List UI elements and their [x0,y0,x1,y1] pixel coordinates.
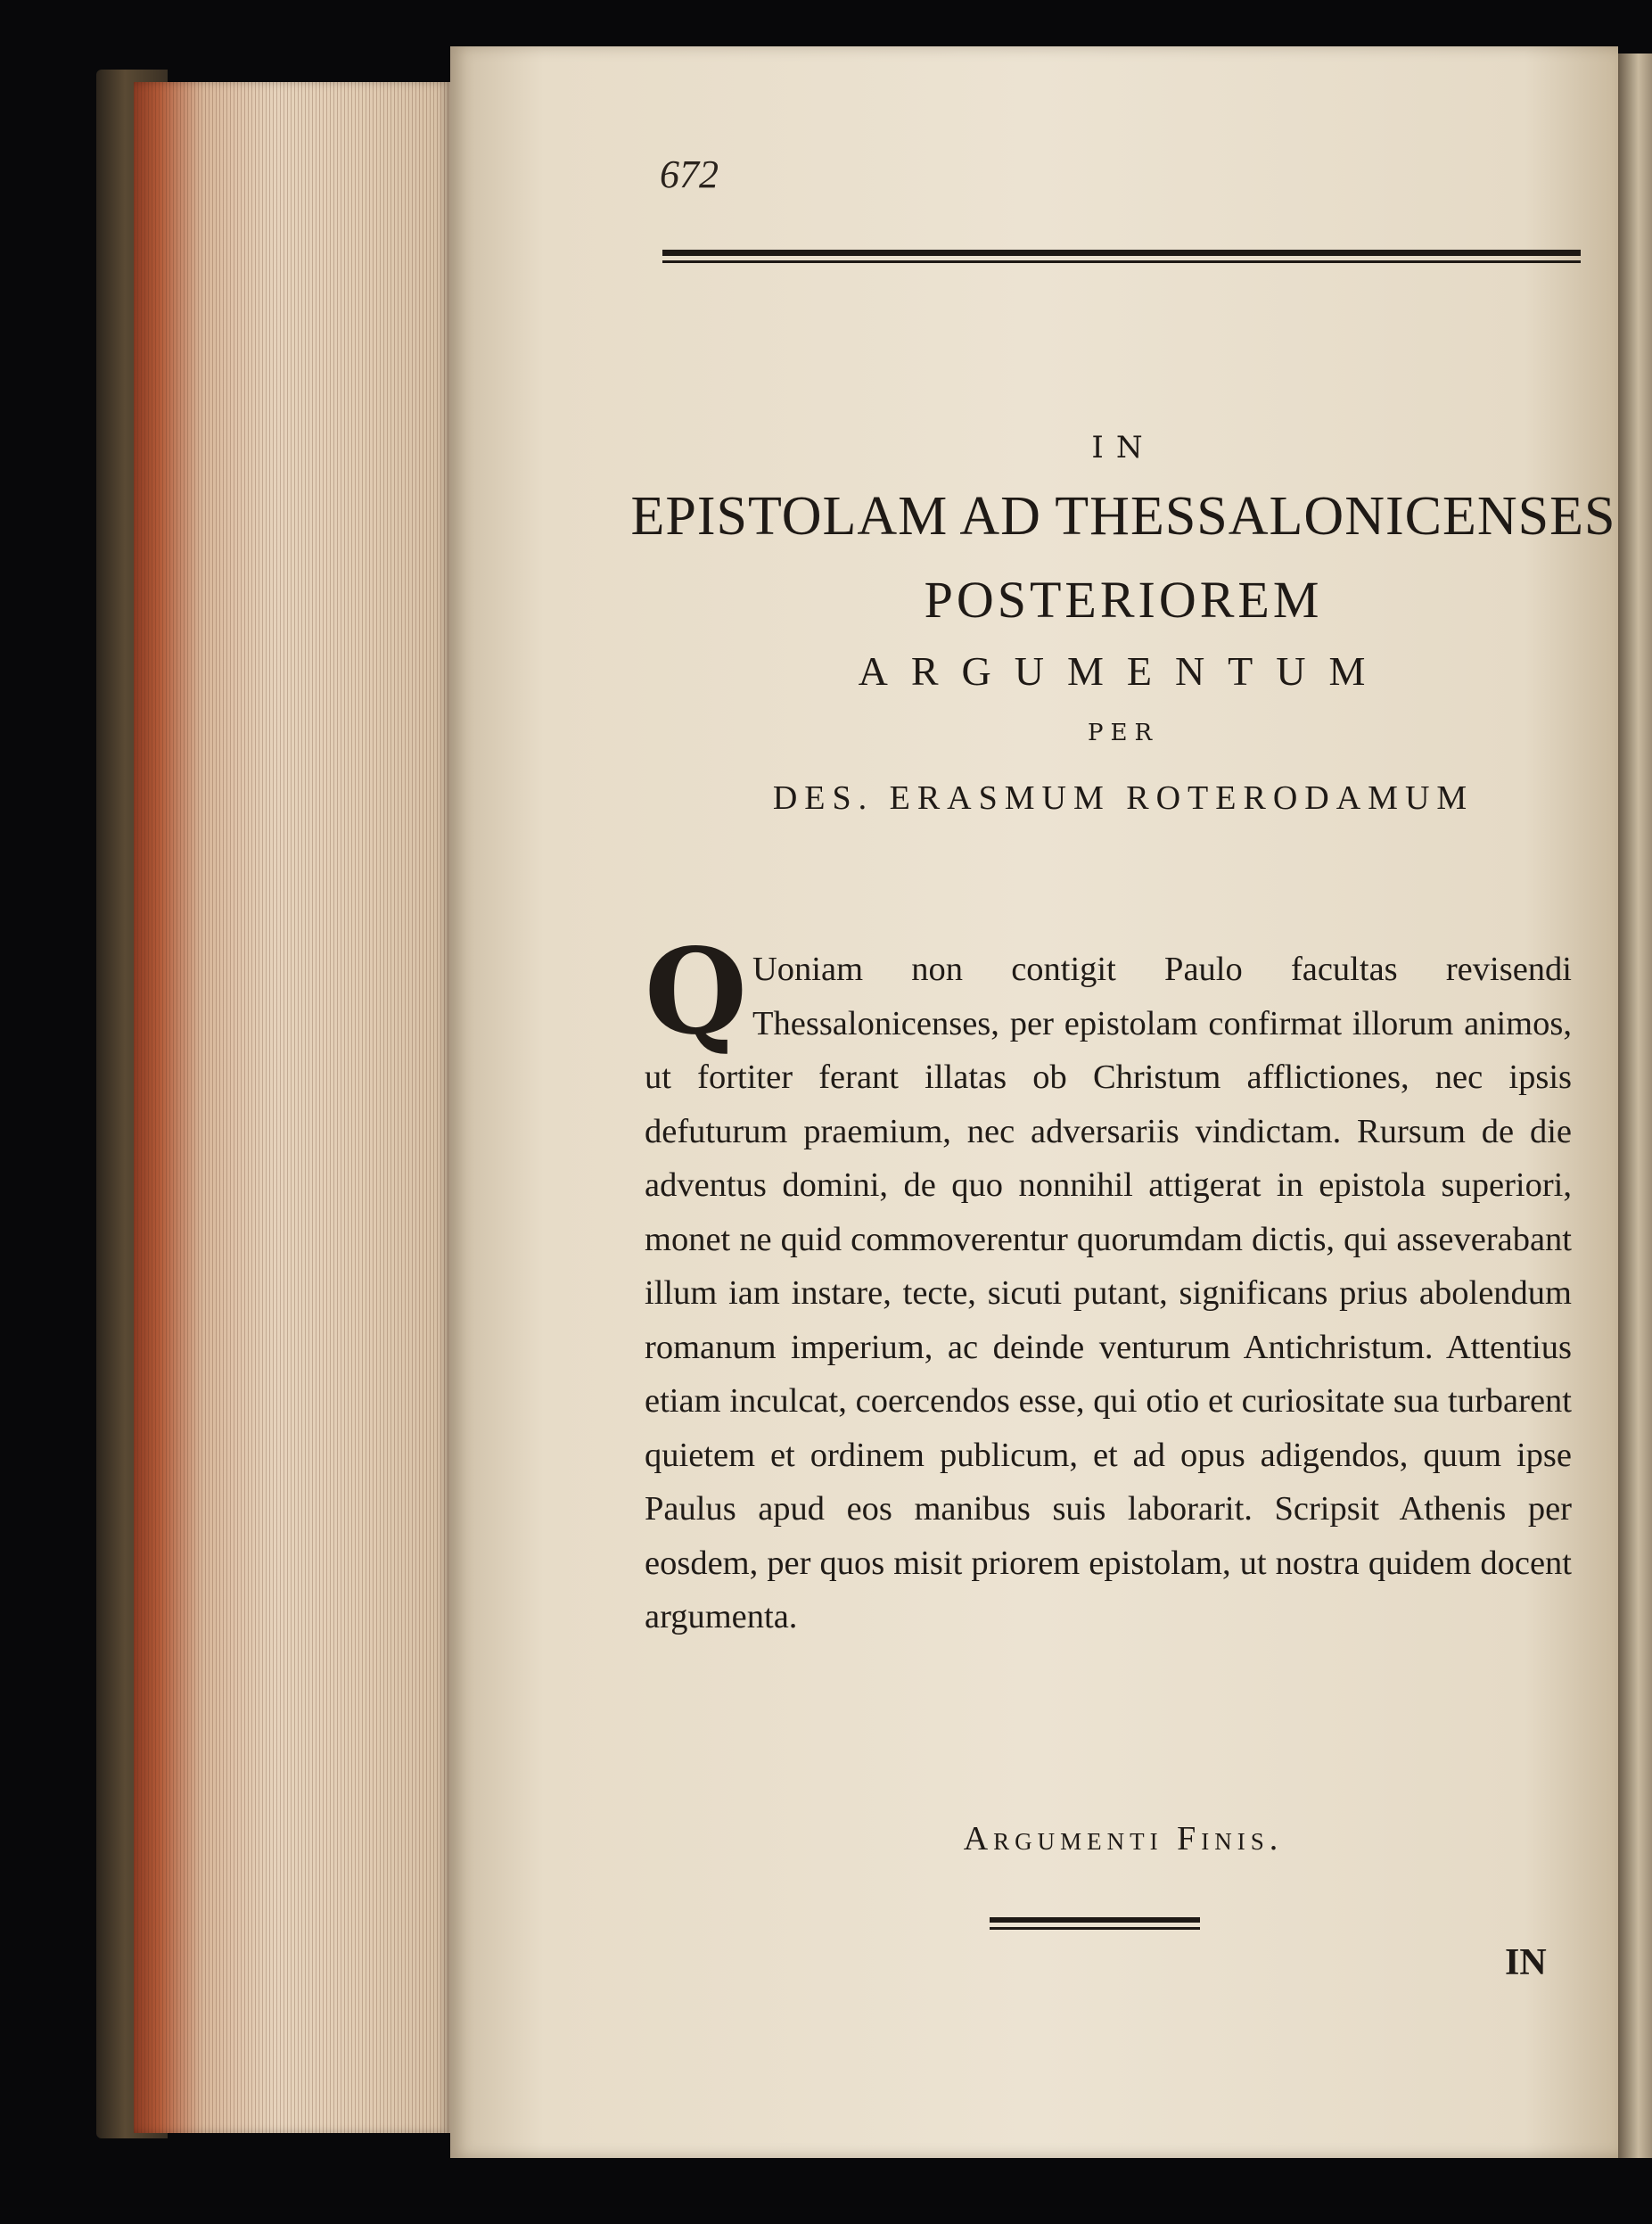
drop-cap: Q [645,923,747,1061]
page-edges [134,82,450,2133]
title-block [620,430,1627,818]
title-line-argumentum: ARGUMENTUM [858,648,1389,694]
argument-paragraph [645,923,1572,1644]
page-number: 672 [660,152,719,196]
book-page [450,46,1618,2158]
end-rule [990,1917,1200,1930]
title-line-epistolam: EPISTOLAM AD THESSALONICENSES [630,486,1616,547]
header-rule [662,250,1581,263]
title-in: IN [1091,430,1155,465]
title-per: PER [1087,720,1160,746]
title-author: DES. ERASMUM ROTERODAMUM [772,779,1475,817]
argument-finis: Argumenti Finis. [963,1820,1284,1857]
argument-text: Uoniam non contigit Paulo facultas revisendi Thessalonicenses, per epistolam confirmat illorum animos, ut fortiter ferant illatas ob Christum afflictiones, nec ipsis defuturum praemium, nec adversariis vindictam. Rursum de die adventus domini, de quo nonnihil attigerat in epistola superiori, monet ne quid commoverentur quorumdam dictis, qui asseverabant illum iam instare, tecte, sicuti putant, significans prius abolendum romanum imperium, ac deinde venturum Antichristum. Attentius etiam inculcat, coercendos esse, qui otio et curiositate sua turbarent quietem et ordinem publicum, et ad opus adigendos, quum ipse Paulus apud eos manibus suis laborarit. Scripsit Athenis per eosdem, per quos misit priorem epistolam, ut nostra quidem docent argumenta. [645,951,1572,1635]
catchword: IN [1505,1942,1547,1983]
title-line-posteriorem: POSTERIOREM [924,571,1323,629]
